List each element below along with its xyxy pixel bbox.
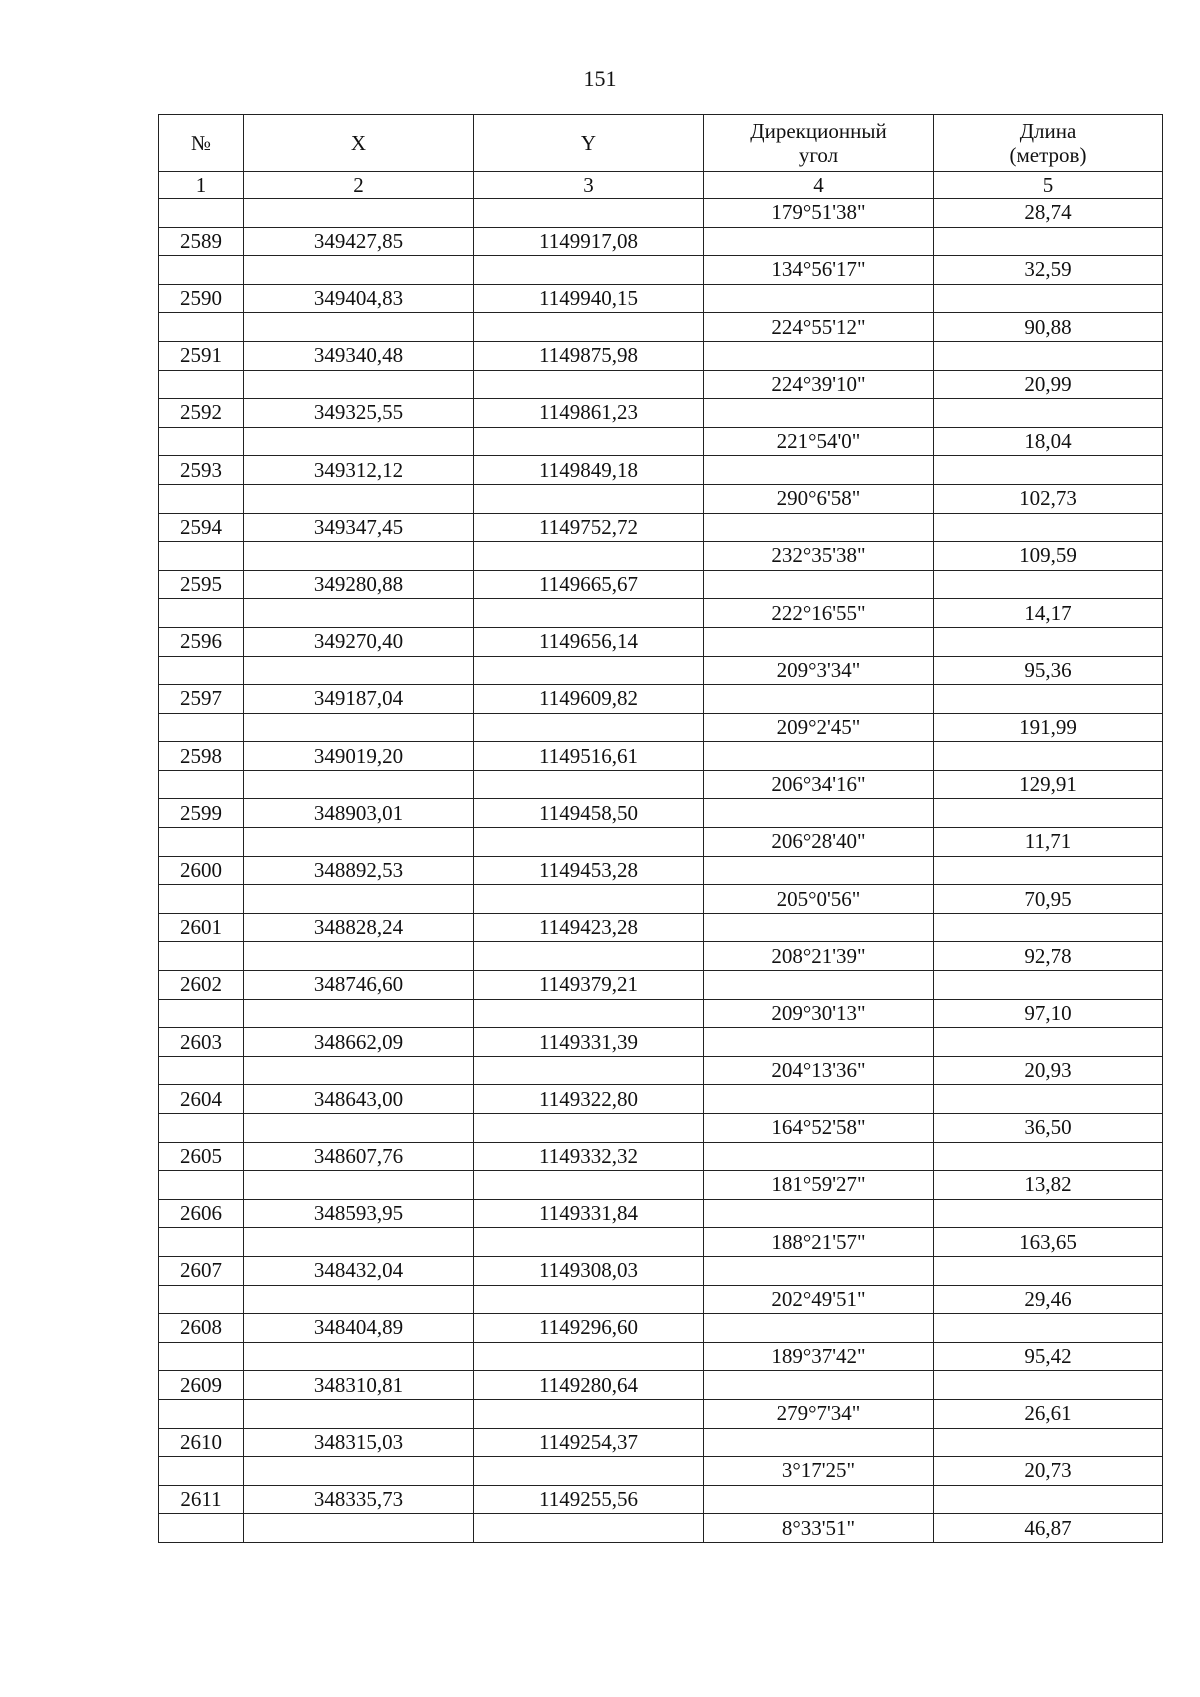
segment-row <box>159 484 1163 513</box>
length-cell: 97,10 <box>934 999 1163 1028</box>
header-length: Длина (метров) <box>934 115 1163 172</box>
y-cell: 1149423,28 <box>474 913 704 942</box>
y-cell: 1149875,98 <box>474 341 704 370</box>
point-number-cell: 2599 <box>159 799 244 828</box>
x-cell: 348903,01 <box>244 799 474 828</box>
x-cell: 349427,85 <box>244 227 474 256</box>
point-number-cell: 2596 <box>159 627 244 656</box>
length-cell: 92,78 <box>934 942 1163 971</box>
segment-row <box>159 1114 1163 1143</box>
x-cell: 349019,20 <box>244 742 474 771</box>
point-number-cell: 2603 <box>159 1028 244 1057</box>
length-cell: 20,99 <box>934 370 1163 399</box>
length-cell: 129,91 <box>934 770 1163 799</box>
x-cell: 349280,88 <box>244 570 474 599</box>
x-cell: 348662,09 <box>244 1028 474 1057</box>
point-row <box>159 1028 1163 1057</box>
point-row <box>159 284 1163 313</box>
y-cell: 1149308,03 <box>474 1256 704 1285</box>
point-number-cell: 2606 <box>159 1199 244 1228</box>
point-row <box>159 799 1163 828</box>
length-cell: 109,59 <box>934 542 1163 571</box>
point-row <box>159 1485 1163 1514</box>
point-row <box>159 341 1163 370</box>
angle-cell: 189°37'42" <box>704 1342 934 1371</box>
coordinates-table <box>158 114 1163 1543</box>
point-row <box>159 513 1163 542</box>
x-cell: 348315,03 <box>244 1428 474 1457</box>
x-cell: 348607,76 <box>244 1142 474 1171</box>
point-row <box>159 1142 1163 1171</box>
point-number-cell: 2595 <box>159 570 244 599</box>
point-number-cell: 2604 <box>159 1085 244 1114</box>
segment-row <box>159 885 1163 914</box>
point-row <box>159 627 1163 656</box>
angle-cell: 179°51'38" <box>704 199 934 228</box>
x-cell: 349270,40 <box>244 627 474 656</box>
page-number: 151 <box>583 66 617 91</box>
y-cell: 1149254,37 <box>474 1428 704 1457</box>
length-cell: 14,17 <box>934 599 1163 628</box>
segment-row <box>159 656 1163 685</box>
length-cell: 95,42 <box>934 1342 1163 1371</box>
angle-cell: 181°59'27" <box>704 1171 934 1200</box>
y-cell: 1149280,64 <box>474 1371 704 1400</box>
point-number-cell: 2601 <box>159 913 244 942</box>
x-cell: 348310,81 <box>244 1371 474 1400</box>
segment-row <box>159 199 1163 228</box>
angle-cell: 209°30'13" <box>704 999 934 1028</box>
segment-row <box>159 427 1163 456</box>
y-cell: 1149861,23 <box>474 399 704 428</box>
length-cell: 32,59 <box>934 256 1163 285</box>
column-number: 5 <box>934 172 1163 199</box>
angle-cell: 290°6'58" <box>704 484 934 513</box>
angle-cell: 209°3'34" <box>704 656 934 685</box>
point-row <box>159 1371 1163 1400</box>
angle-cell: 224°55'12" <box>704 313 934 342</box>
point-number-cell: 2602 <box>159 971 244 1000</box>
point-row <box>159 227 1163 256</box>
point-number-cell: 2594 <box>159 513 244 542</box>
y-cell: 1149917,08 <box>474 227 704 256</box>
point-row <box>159 1428 1163 1457</box>
segment-row <box>159 313 1163 342</box>
length-cell: 90,88 <box>934 313 1163 342</box>
segment-row <box>159 370 1163 399</box>
length-cell: 102,73 <box>934 484 1163 513</box>
x-cell: 348828,24 <box>244 913 474 942</box>
column-number: 1 <box>159 172 244 199</box>
y-cell: 1149656,14 <box>474 627 704 656</box>
y-cell: 1149322,80 <box>474 1085 704 1114</box>
segment-row <box>159 1171 1163 1200</box>
point-row <box>159 971 1163 1000</box>
x-cell: 349347,45 <box>244 513 474 542</box>
table-body <box>159 199 1163 1543</box>
segment-row <box>159 713 1163 742</box>
y-cell: 1149752,72 <box>474 513 704 542</box>
point-row <box>159 1085 1163 1114</box>
y-cell: 1149331,84 <box>474 1199 704 1228</box>
point-row <box>159 856 1163 885</box>
length-cell: 26,61 <box>934 1399 1163 1428</box>
point-row <box>159 570 1163 599</box>
point-number-cell: 2597 <box>159 685 244 714</box>
length-cell: 20,73 <box>934 1457 1163 1486</box>
angle-cell: 164°52'58" <box>704 1114 934 1143</box>
angle-cell: 209°2'45" <box>704 713 934 742</box>
angle-cell: 134°56'17" <box>704 256 934 285</box>
angle-cell: 206°28'40" <box>704 828 934 857</box>
column-number-row <box>159 172 1163 199</box>
x-cell: 348432,04 <box>244 1256 474 1285</box>
angle-cell: 232°35'38" <box>704 542 934 571</box>
point-number-cell: 2593 <box>159 456 244 485</box>
angle-cell: 224°39'10" <box>704 370 934 399</box>
segment-row <box>159 770 1163 799</box>
segment-row <box>159 542 1163 571</box>
segment-row <box>159 1399 1163 1428</box>
x-cell: 349325,55 <box>244 399 474 428</box>
header-row <box>159 115 1163 172</box>
column-number: 3 <box>474 172 704 199</box>
segment-row <box>159 1457 1163 1486</box>
length-cell: 191,99 <box>934 713 1163 742</box>
segment-row <box>159 999 1163 1028</box>
angle-cell: 206°34'16" <box>704 770 934 799</box>
angle-cell: 279°7'34" <box>704 1399 934 1428</box>
y-cell: 1149849,18 <box>474 456 704 485</box>
point-number-cell: 2598 <box>159 742 244 771</box>
column-number: 4 <box>704 172 934 199</box>
point-row <box>159 1314 1163 1343</box>
segment-row <box>159 1056 1163 1085</box>
point-row <box>159 399 1163 428</box>
x-cell: 348404,89 <box>244 1314 474 1343</box>
segment-row <box>159 599 1163 628</box>
x-cell: 348746,60 <box>244 971 474 1000</box>
length-cell: 163,65 <box>934 1228 1163 1257</box>
x-cell: 349187,04 <box>244 685 474 714</box>
length-cell: 18,04 <box>934 427 1163 456</box>
point-number-cell: 2590 <box>159 284 244 313</box>
x-cell: 348643,00 <box>244 1085 474 1114</box>
y-cell: 1149458,50 <box>474 799 704 828</box>
segment-row <box>159 828 1163 857</box>
y-cell: 1149379,21 <box>474 971 704 1000</box>
y-cell: 1149296,60 <box>474 1314 704 1343</box>
angle-cell: 208°21'39" <box>704 942 934 971</box>
angle-cell: 3°17'25" <box>704 1457 934 1486</box>
header-x: X <box>244 115 474 172</box>
segment-row <box>159 1514 1163 1543</box>
angle-cell: 8°33'51" <box>704 1514 934 1543</box>
segment-row <box>159 1228 1163 1257</box>
header-y: Y <box>474 115 704 172</box>
x-cell: 349312,12 <box>244 456 474 485</box>
length-cell: 20,93 <box>934 1056 1163 1085</box>
length-cell: 70,95 <box>934 885 1163 914</box>
point-row <box>159 1256 1163 1285</box>
y-cell: 1149255,56 <box>474 1485 704 1514</box>
point-number-cell: 2600 <box>159 856 244 885</box>
y-cell: 1149453,28 <box>474 856 704 885</box>
point-row <box>159 456 1163 485</box>
x-cell: 349404,83 <box>244 284 474 313</box>
header-angle: Дирекционный угол <box>704 115 934 172</box>
y-cell: 1149516,61 <box>474 742 704 771</box>
length-cell: 13,82 <box>934 1171 1163 1200</box>
point-row <box>159 1199 1163 1228</box>
length-cell: 29,46 <box>934 1285 1163 1314</box>
angle-cell: 222°16'55" <box>704 599 934 628</box>
angle-cell: 221°54'0" <box>704 427 934 456</box>
point-number-cell: 2610 <box>159 1428 244 1457</box>
y-cell: 1149609,82 <box>474 685 704 714</box>
segment-row <box>159 256 1163 285</box>
x-cell: 348593,95 <box>244 1199 474 1228</box>
angle-cell: 188°21'57" <box>704 1228 934 1257</box>
x-cell: 348892,53 <box>244 856 474 885</box>
header-number: № <box>159 115 244 172</box>
y-cell: 1149665,67 <box>474 570 704 599</box>
angle-cell: 204°13'36" <box>704 1056 934 1085</box>
segment-row <box>159 942 1163 971</box>
length-cell: 36,50 <box>934 1114 1163 1143</box>
point-number-cell: 2591 <box>159 341 244 370</box>
length-cell: 28,74 <box>934 199 1163 228</box>
point-row <box>159 685 1163 714</box>
point-number-cell: 2611 <box>159 1485 244 1514</box>
point-number-cell: 2605 <box>159 1142 244 1171</box>
point-number-cell: 2607 <box>159 1256 244 1285</box>
length-cell: 95,36 <box>934 656 1163 685</box>
x-cell: 349340,48 <box>244 341 474 370</box>
length-cell: 11,71 <box>934 828 1163 857</box>
length-cell: 46,87 <box>934 1514 1163 1543</box>
segment-row <box>159 1342 1163 1371</box>
y-cell: 1149940,15 <box>474 284 704 313</box>
angle-cell: 205°0'56" <box>704 885 934 914</box>
angle-cell: 202°49'51" <box>704 1285 934 1314</box>
segment-row <box>159 1285 1163 1314</box>
point-number-cell: 2609 <box>159 1371 244 1400</box>
point-number-cell: 2608 <box>159 1314 244 1343</box>
y-cell: 1149332,32 <box>474 1142 704 1171</box>
column-number: 2 <box>244 172 474 199</box>
point-row <box>159 913 1163 942</box>
x-cell: 348335,73 <box>244 1485 474 1514</box>
point-row <box>159 742 1163 771</box>
y-cell: 1149331,39 <box>474 1028 704 1057</box>
point-number-cell: 2589 <box>159 227 244 256</box>
point-number-cell: 2592 <box>159 399 244 428</box>
